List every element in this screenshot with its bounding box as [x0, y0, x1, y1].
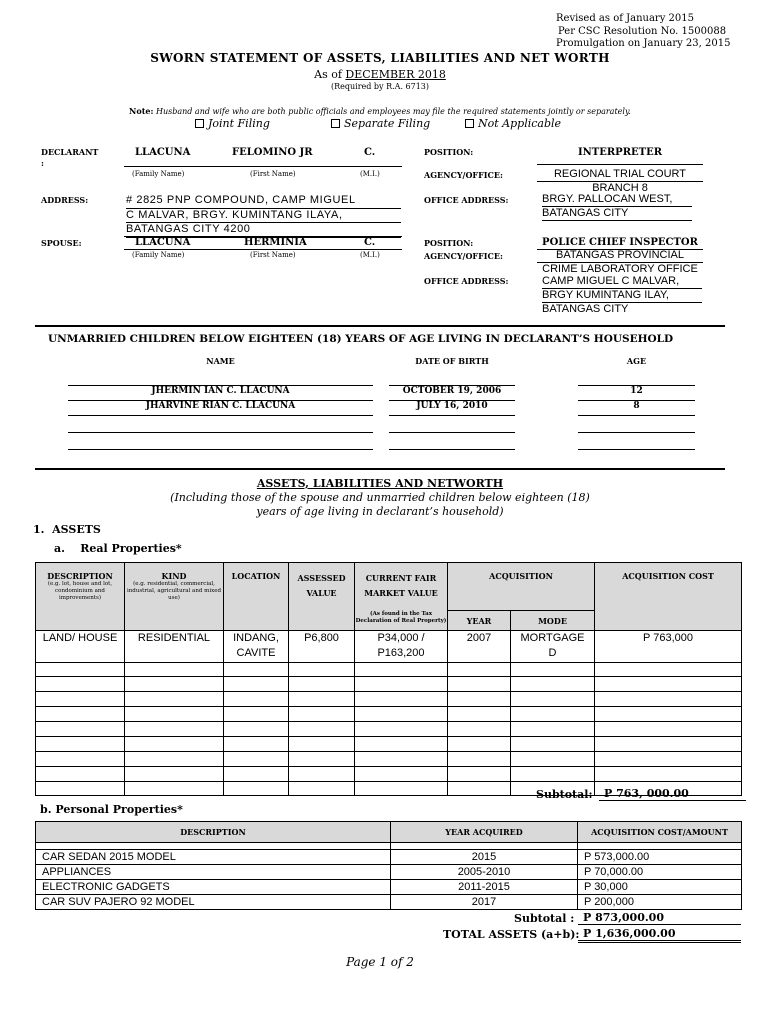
alnw-subtitle: years of age living in declarant’s household) [256, 505, 504, 518]
personal-property-row: CAR SEDAN 2015 MODEL 2015 P 573,000.00 [36, 850, 742, 865]
note-label: Note: [129, 106, 154, 116]
children-col-age: AGE [626, 356, 647, 366]
required-by: (Required by R.A. 6713) [330, 82, 430, 91]
spouse-position-label: POSITION: [424, 238, 474, 248]
real-subtotal-label: Subtotal: [536, 788, 593, 801]
real-property-row [36, 663, 742, 677]
col-kind: KIND (e.g. residential, commercial, industrial, agricultural and mixed use) [125, 563, 224, 631]
real-property-row: LAND/ HOUSE RESIDENTIAL INDANG, CAVITE P6,800 P34,000 / P163,200 2007 MORTGAGE D P 763,000 [36, 631, 742, 663]
personal-properties-heading: b. Personal Properties* [40, 803, 183, 816]
joint-filing-option[interactable]: Joint Filing [195, 117, 270, 130]
caption-family: (Family Name) [132, 251, 185, 259]
col-pp-year: YEAR ACQUIRED [391, 822, 578, 843]
office-address-label: OFFICE ADDRESS: [424, 195, 509, 205]
caption-family: (Family Name) [132, 170, 185, 178]
position-underline [537, 164, 703, 165]
note-text: Husband and wife who are both public officials and employees may file the required statements jointly or separately. [155, 107, 631, 116]
position-label: POSITION: [424, 147, 474, 157]
col-fmv-note: (As found in the Tax Declaration of Real Property) [355, 611, 448, 631]
col-description: DESCRIPTION (e.g. lot, house and lot, condominium and improvements) [36, 563, 125, 631]
personal-property-row: ELECTRONIC GADGETS 2011-2015 P 30,000 [36, 880, 742, 895]
declarant-position: INTERPRETER [577, 147, 663, 158]
declarant-office-address: BRGY. PALLOCAN WEST, BATANGAS CITY [542, 193, 692, 221]
spouse-family-name: LLACUNA [135, 237, 191, 248]
declarant-agency: REGIONAL TRIAL COURT BRANCH 8 [537, 168, 703, 195]
as-of-line [0, 68, 760, 81]
checkbox-icon [331, 119, 340, 128]
declarant-label: DECLARANT : [41, 147, 99, 168]
agency-label: AGENCY/OFFICE: [424, 170, 503, 180]
declarant-first-name: FELOMINO JR [232, 147, 313, 158]
col-acquisition-cost: ACQUISITION COST [595, 563, 742, 631]
note-line [0, 106, 760, 116]
personal-subtotal-value: P 873,000.00 [578, 911, 741, 925]
revision-line: Per CSC Resolution No. 1500088 [558, 25, 727, 37]
col-acquisition: ACQUISITION [448, 563, 595, 611]
personal-property-row: CAR SUV PAJERO 92 MODEL 2017 P 200,000 [36, 895, 742, 910]
real-property-row [36, 707, 742, 722]
personal-subtotal-label: Subtotal : [514, 912, 575, 925]
spouse-first-name: HERMINIA [244, 237, 307, 248]
total-assets-value: P 1,636,000.00 [578, 927, 741, 943]
children-heading: UNMARRIED CHILDREN BELOW EIGHTEEN (18) YEARS OF AGE LIVING IN DECLARANT’S HOUSEHOLD [48, 333, 674, 345]
col-pp-cost: ACQUISITION COST/AMOUNT [578, 822, 742, 843]
spouse-office-address: CAMP MIGUEL C MALVAR, BRGY KUMINTANG ILAY, BATANGAS CITY [542, 275, 702, 316]
caption-first: (First Name) [250, 251, 296, 259]
caption-mi: (M.I.) [360, 251, 380, 259]
col-year: YEAR [448, 611, 511, 631]
real-property-row [36, 737, 742, 752]
alnw-heading: ASSETS, LIABILITIES AND NETWORTH [256, 477, 504, 490]
spouse-office-address-label: OFFICE ADDRESS: [424, 276, 509, 286]
section-rule [35, 468, 725, 470]
as-of-label: As of [314, 68, 342, 81]
spouse-position: POLICE CHIEF INSPECTOR [542, 237, 698, 248]
total-assets-label: TOTAL ASSETS (a+b): [443, 928, 580, 941]
spouse-agency: BATANGAS PROVINCIAL CRIME LABORATORY OFFICE [537, 249, 703, 276]
separate-filing-option[interactable]: Separate Filing [331, 117, 430, 130]
children-col-dob: DATE OF BIRTH [415, 356, 489, 366]
col-mode: MODE [511, 611, 595, 631]
spouse-mi: C. [364, 237, 376, 248]
real-properties-table [35, 562, 742, 796]
personal-property-row: APPLIANCES 2005-2010 P 70,000.00 [36, 865, 742, 880]
revision-info [556, 13, 730, 51]
real-property-row [36, 767, 742, 782]
personal-properties-table [35, 821, 742, 910]
declarant-name-underline [124, 166, 402, 167]
real-property-row [36, 752, 742, 767]
caption-first: (First Name) [250, 170, 296, 178]
not-applicable-option[interactable]: Not Applicable [465, 117, 561, 130]
real-property-row [36, 677, 742, 692]
col-assessed-value: ASSESSED VALUE [289, 563, 355, 631]
col-location: LOCATION [224, 563, 289, 631]
revision-line: Promulgation on January 23, 2015 [556, 38, 731, 49]
declarant-address: # 2825 PNP COMPOUND, CAMP MIGUEL C MALVAR, BRGY. KUMINTANG ILAYA, BATANGAS CITY 4200 [126, 194, 401, 238]
declarant-mi: C. [364, 147, 376, 158]
form-title: SWORN STATEMENT OF ASSETS, LIABILITIES AND NET WORTH [150, 51, 610, 65]
real-properties-heading: a. Real Properties* [54, 542, 182, 555]
children-col-name: NAME [206, 356, 235, 366]
real-property-row [36, 692, 742, 707]
address-label: ADDRESS: [41, 195, 89, 205]
real-subtotal-value: P 763, 000.00 [599, 787, 746, 801]
page-number: Page 1 of 2 [346, 955, 414, 969]
checkbox-icon [195, 119, 204, 128]
section-rule [35, 325, 725, 327]
col-pp-description: DESCRIPTION [36, 822, 391, 843]
declarant-family-name: LLACUNA [135, 147, 191, 158]
checkbox-icon [465, 119, 474, 128]
assets-heading: 1. ASSETS [33, 523, 101, 536]
caption-mi: (M.I.) [360, 170, 380, 178]
alnw-subtitle: (Including those of the spouse and unmarried children below eighteen (18) [170, 491, 590, 504]
as-of-value: DECEMBER 2018 [345, 68, 446, 81]
col-fair-market-value: CURRENT FAIR MARKET VALUE [355, 563, 448, 611]
spouse-agency-label: AGENCY/OFFICE: [424, 251, 503, 261]
spouse-label: SPOUSE: [41, 238, 82, 248]
spouse-name-underline [124, 249, 402, 250]
real-property-row [36, 722, 742, 737]
revision-line: Revised as of January 2015 [556, 13, 694, 24]
